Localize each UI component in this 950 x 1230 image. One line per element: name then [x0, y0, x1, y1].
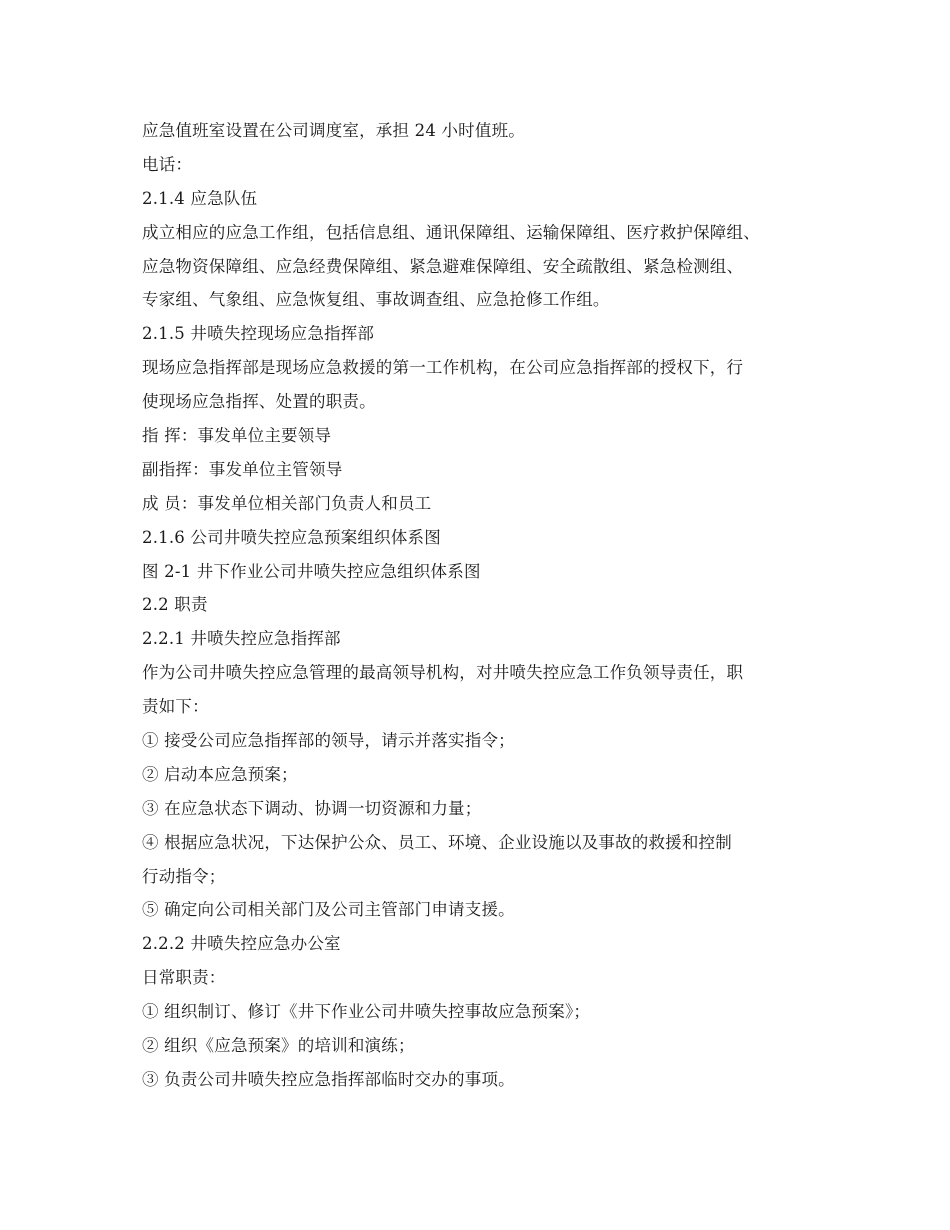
- text-line: 专家组、气象组、应急恢复组、事故调查组、应急抢修工作组。: [142, 290, 610, 310]
- text-line: 日常职责：: [142, 968, 226, 988]
- figure-caption: 图 2-1 井下作业公司井喷失控应急组织体系图: [142, 561, 481, 581]
- text-line: 应急物资保障组、应急经费保障组、紧急避难保障组、安全疏散组、紧急检测组、: [142, 256, 744, 276]
- list-item: ⑤ 确定向公司相关部门及公司主管部门申请支援。: [142, 900, 515, 920]
- section-heading: 2.2.2 井喷失控应急办公室: [142, 934, 341, 954]
- section-heading: 2.1.5 井喷失控现场应急指挥部: [142, 324, 375, 344]
- list-item: ② 启动本应急预案；: [142, 764, 298, 784]
- list-item: ② 组织《应急预案》的培训和演练；: [142, 1036, 415, 1056]
- text-line: 应急值班室设置在公司调度室，承担 24 小时值班。: [142, 121, 525, 140]
- list-item: ① 组织制订、修订《井下作业公司井喷失控事故应急预案》；: [142, 1002, 591, 1022]
- section-heading: 2.2.1 井喷失控应急指挥部: [142, 629, 341, 649]
- list-item: ④ 根据应急状况，下达保护公众、员工、环境、企业设施以及事故的救援和控制: [142, 832, 732, 852]
- list-item: ① 接受公司应急指挥部的领导，请示并落实指令；: [142, 731, 515, 751]
- text-line: 作为公司井喷失控应急管理的最高领导机构，对井喷失控应急工作负领导责任，职: [142, 663, 744, 683]
- text-line: 成 员：事发单位相关部门负责人和员工: [142, 493, 432, 513]
- text-line: 行动指令；: [142, 866, 226, 886]
- text-line: 使现场应急指挥、处置的职责。: [142, 392, 376, 412]
- section-heading: 2.1.4 应急队伍: [142, 188, 258, 208]
- document-page: [142, 114, 822, 1097]
- text-line: 责如下：: [142, 697, 209, 717]
- text-line: 副指挥：事发单位主管领导: [142, 459, 343, 479]
- list-item: ③ 负责公司井喷失控应急指挥部临时交办的事项。: [142, 1069, 515, 1089]
- list-item: ③ 在应急状态下调动、协调一切资源和力量；: [142, 798, 482, 818]
- section-heading: 2.1.6 公司井喷失控应急预案组织体系图: [142, 527, 441, 547]
- text-line: 现场应急指挥部是现场应急救援的第一工作机构，在公司应急指挥部的授权下，行: [142, 358, 744, 378]
- text-line: 指 挥：事发单位主要领导: [142, 426, 332, 446]
- text-line: 电话：: [142, 154, 193, 174]
- text-line: 成立相应的应急工作组，包括信息组、通讯保障组、运输保障组、医疗救护保障组、: [142, 222, 760, 242]
- section-heading: 2.2 职责: [142, 595, 208, 615]
